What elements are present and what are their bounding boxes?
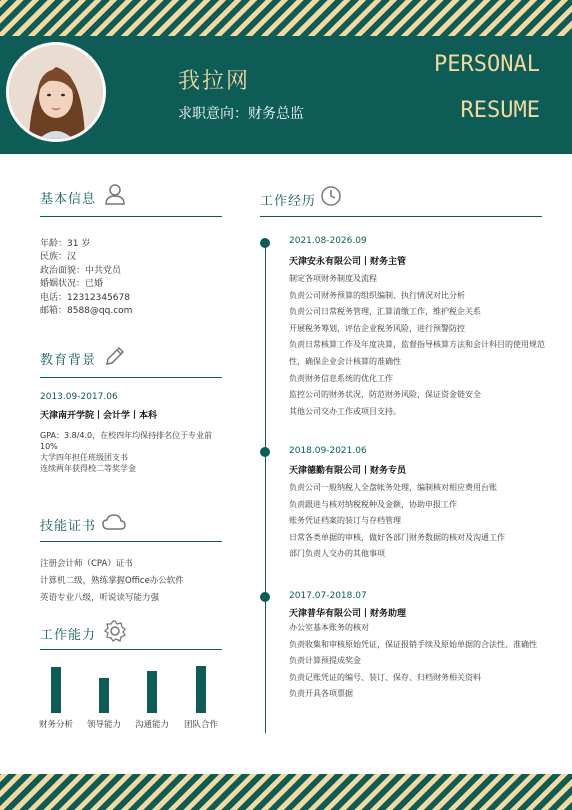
education-date: 2013.09-2017.06: [40, 392, 118, 402]
job-duties: [289, 271, 549, 420]
job-date: 2018.09-2021.06: [289, 446, 367, 456]
certificates-divider: [40, 541, 222, 542]
basic-info-list: [40, 238, 132, 318]
list-item: 负责收集和审核原始凭证，保证报销手续及原始单据的合法性、准确性: [289, 639, 537, 649]
basic-info-divider: [40, 216, 222, 217]
list-item: 负责公司一般纳税人全盘帐务处理，编制核对相应费用台账: [289, 483, 497, 492]
bottom-stripe-border: [0, 774, 572, 810]
avatar: [6, 42, 106, 142]
list-item: 账务凭证档案的装订与存档管理: [289, 516, 401, 526]
skills-title: 工作能力: [40, 628, 97, 643]
list-item: 负责公司日常税务管理，汇算清缴工作，维护税企关系: [289, 307, 481, 317]
clock-icon: [320, 185, 342, 207]
skill-bar: [196, 666, 206, 713]
list-item: 负责日常核算工作及年度决算，监督指导核算方法和会计科目的使用规范性，确保企业会计核算的准确性: [289, 340, 545, 366]
list-item: 英语专业八级，听说读写能力强: [40, 593, 160, 603]
pencil-icon: [104, 345, 126, 367]
list-item: 婚姻状况：已婚: [40, 279, 104, 290]
skills-divider: [40, 649, 222, 650]
timeline-dot: [260, 592, 270, 602]
skill-bar-label: 财务分析: [38, 720, 73, 730]
skill-bar-label: 领导能力: [86, 720, 121, 730]
list-item: 监控公司的财务状况，防范财务风险，保证资金链安全: [289, 390, 481, 400]
personal-heading: PERSONAL: [434, 52, 540, 77]
experience-title: 工作经历: [260, 194, 317, 209]
list-item: 电话：12312345678: [40, 292, 130, 303]
list-item: 负责公司财务预算的组织编制、执行情况对比分析: [289, 290, 465, 300]
list-item: 负责财务信息系统的优化工作: [289, 373, 393, 383]
job-date: 2017.07-2018.07: [289, 591, 367, 601]
list-item: 办公室基本账务的核对: [289, 623, 369, 632]
candidate-name: 我拉网: [178, 69, 251, 94]
skill-bar: [147, 671, 157, 713]
top-stripe-border: [0, 0, 572, 36]
list-item: 邮箱：8588@qq.com: [40, 306, 133, 317]
list-item: 计算机二级，熟练掌握Office办公软件: [40, 576, 184, 586]
list-item: 负责跟进与核对纳税税种及金额，协助申报工作: [289, 499, 457, 509]
timeline-dot: [260, 447, 270, 457]
list-item: 负责计算预提成奖金: [289, 656, 361, 666]
profile-photo: [9, 45, 103, 139]
job-title: 天津安永有限公司丨财务主管: [289, 257, 407, 267]
list-item: GPA：3.8/4.0，在校四年均保持排名位于专业前10%: [40, 431, 213, 451]
list-item: 民族：汉: [40, 252, 77, 263]
user-icon: [104, 183, 126, 205]
certificates-list: [40, 556, 184, 607]
education-divider: [40, 377, 222, 378]
timeline-dot: [260, 238, 270, 248]
list-item: 年龄：31 岁: [40, 239, 91, 249]
job-title: 天津德勤有限公司丨财务专员: [289, 466, 407, 476]
skill-bar-label: 团队合作: [183, 720, 218, 730]
list-item: 开展税务筹划，评估企业税务风险，进行预警防控: [289, 323, 465, 333]
list-item: 连续两年获得校二等奖学金: [40, 464, 136, 473]
job-date: 2021.08-2026.09: [289, 236, 367, 246]
education-school: 天津南开学院丨会计学丨本科: [40, 411, 158, 421]
list-item: 注册会计师（CPA）证书: [40, 559, 133, 569]
list-item: 部门负责人交办的其他事项: [289, 549, 385, 559]
cloud-icon: [102, 513, 126, 531]
job-duties: [289, 620, 549, 703]
job-duties: [289, 480, 549, 563]
education-title: 教育背景: [40, 353, 97, 368]
skill-bar: [99, 678, 109, 713]
list-item: 日常各类单据的审核，做好各部门财务数据的核对及沟通工作: [289, 532, 505, 542]
list-item: 负责开具各项票据: [289, 689, 353, 699]
portrait-icon: [9, 45, 103, 139]
gear-icon: [104, 620, 126, 642]
timeline-line: [265, 243, 266, 733]
job-title: 天津普华有限公司丨财务助理: [289, 609, 407, 619]
skill-bar: [51, 667, 61, 713]
skill-bar-label: 沟通能力: [134, 720, 169, 730]
basic-info-title: 基本信息: [40, 192, 97, 207]
list-item: 其他公司交办工作或项目支持。: [289, 406, 401, 416]
experience-divider: [260, 216, 542, 217]
list-item: 政治面貌：中共党员: [40, 265, 122, 276]
education-details: [40, 430, 220, 474]
certificates-title: 技能证书: [40, 519, 97, 534]
list-item: 制定各项财务制度及流程: [289, 274, 377, 283]
list-item: 大学四年担任班级团支书: [40, 453, 128, 462]
list-item: 负责记账凭证的编号、装订、保存、归档财务相关资料: [289, 672, 481, 682]
job-intent: 求职意向：财务总监: [178, 106, 304, 122]
resume-heading: RESUME: [460, 98, 540, 123]
